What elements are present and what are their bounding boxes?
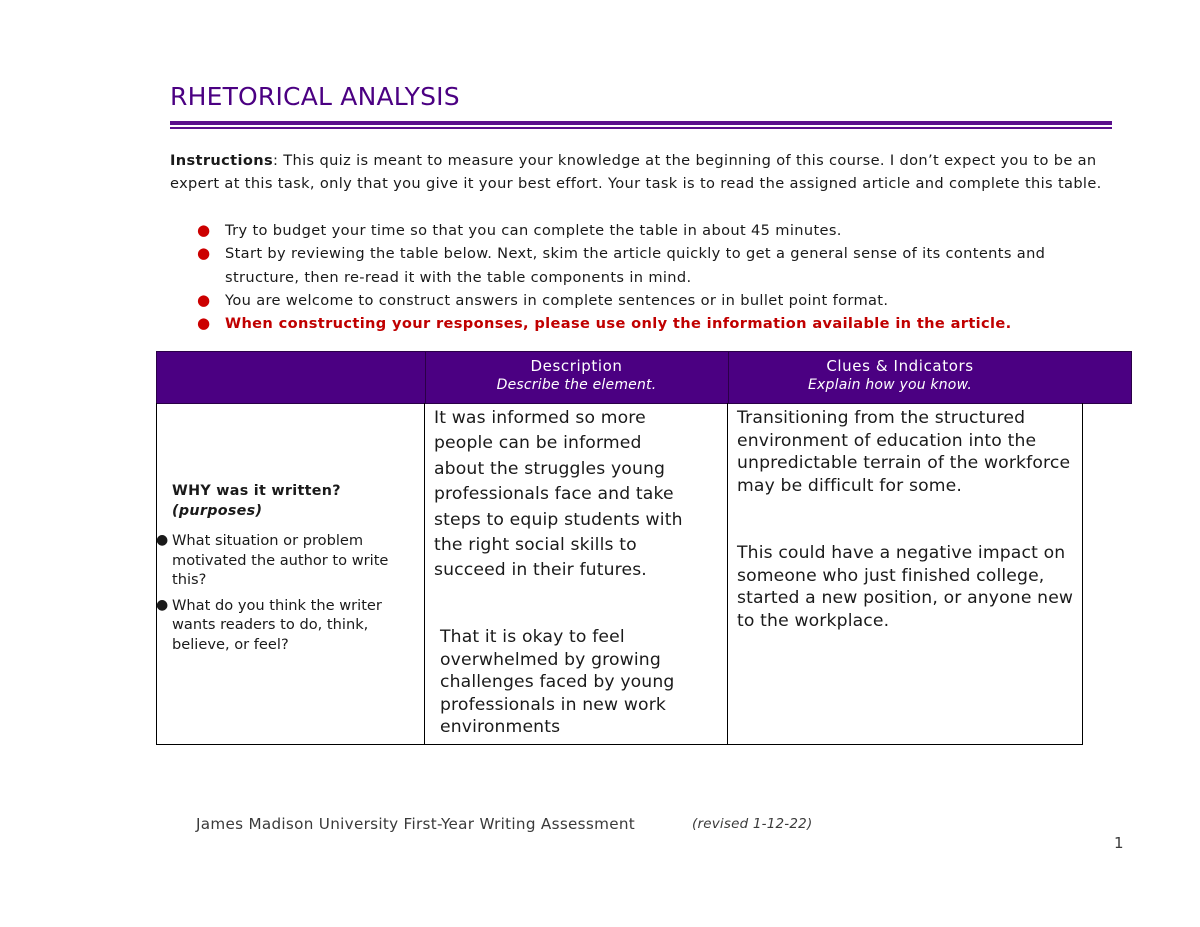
bullet-text: Start by reviewing the table below. Next, skim the article quickly to get a general sense of its contents and structure, then re-read it with the table components in mind. [225,245,1046,286]
table-border-col2 [727,403,728,745]
question-subtitle: (purposes) [172,503,263,519]
description-answer-2: That it is okay to feel overwhelmed by growing challenges faced by young professionals in new work environments [440,627,675,737]
instructions-paragraph [170,149,1115,196]
description-answer-1: It was informed so more people can be informed about the struggles young professionals face and take steps to equip students with the right social skills to succeed in their futures. [434,408,683,581]
table-border-left [156,403,157,745]
title-rule-thin [170,127,1112,129]
instructions-text: : This quiz is meant to measure your knowledge at the beginning of this course. I don’t expect you to be an expert at this task, only that you give it your best effort. Your task is to read the assigned article and complete this table. [170,152,1102,193]
bullet-dot-icon: ● [156,596,169,613]
question-prompt-text: What do you think the writer wants readers to do, think, believe, or feel? [172,596,382,653]
page-number: 1 [1114,834,1124,852]
bullet-item-emphasis [170,312,1115,335]
bullet-dot-icon: ● [197,221,211,239]
bullet-dot-icon: ● [197,290,211,309]
table-header-row [156,351,1132,404]
page-title: RHETORICAL ANALYSIS [170,82,460,111]
bullet-text: Try to budget your time so that you can complete the table in about 45 minutes. [225,222,842,239]
header-clues [729,357,1041,395]
header-clues-subtitle: Explain how you know. [808,377,972,393]
clues-answer-2: This could have a negative impact on someone who just finished college, started a new position, or anyone new to the workplace. [737,543,1074,631]
question-prompt-text: What situation or problem motivated the author to write this? [172,532,389,588]
analysis-table [156,351,1132,747]
table-border-col1 [424,403,425,745]
instructions-lead: Instructions [170,152,273,169]
header-description-subtitle: Describe the element. [496,377,657,393]
instructions-bullet-list [170,219,1115,335]
clues-answer-1: Transitioning from the structured environment of education into the unpredictable terrain of the workforce may be difficult for some. [737,408,1071,496]
bullet-item [170,219,1115,242]
bullet-text: You are welcome to construct answers in complete sentences or in bullet point format. [225,291,889,309]
bullet-dot-icon: ● [197,244,211,263]
question-prompt [156,531,422,590]
bullet-dot-icon: ● [156,532,169,548]
table-border-bottom [156,744,1083,745]
bullet-dot-icon: ● [197,314,211,333]
footer-revised: (revised 1-12-22) [692,816,813,832]
table-border-right [1082,403,1083,745]
header-description [425,357,728,395]
header-clues-title: Clues & Indicators [826,357,974,375]
bullet-item [170,289,1115,312]
question-title: WHY was it written? [172,483,341,499]
bullet-item [170,242,1115,289]
title-rule-thick [170,121,1112,125]
footer-institution: James Madison University First-Year Writing Assessment [196,815,636,833]
header-description-title: Description [530,357,623,375]
question-cell [156,481,422,654]
bullet-text: When constructing your responses, please use only the information available in the article. [225,315,1012,333]
question-prompt [156,596,422,655]
